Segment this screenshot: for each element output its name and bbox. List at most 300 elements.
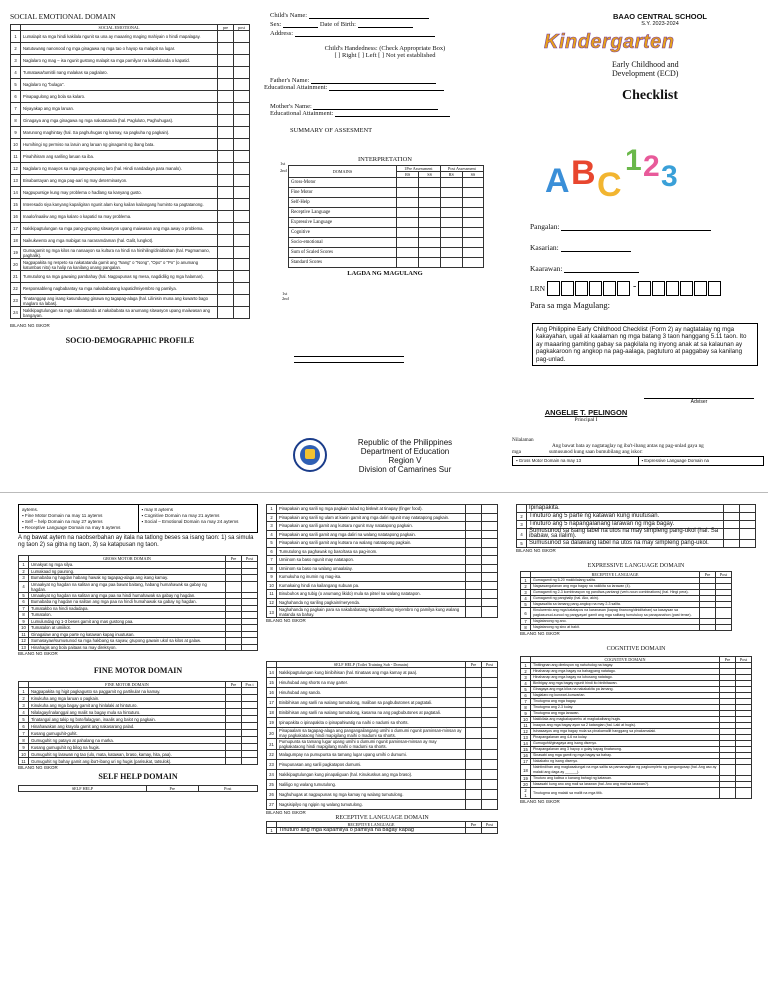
pre-checkbox[interactable] [466,581,482,590]
post-checkbox[interactable] [242,758,258,765]
row-number: 16 [521,753,531,759]
pre-checkbox[interactable] [226,737,242,744]
row-text: Umiinom sa baso ngunit may natatapon. [277,556,466,565]
post-checkbox[interactable] [234,199,250,211]
post-checkbox[interactable] [482,547,498,556]
post-rs-cell[interactable] [440,228,462,238]
mother-edu-field[interactable] [335,111,450,117]
pangalan-label: Pangalan: [530,222,560,231]
row-text: Gumuguhit ng bahay gamit ang iba't-ibang uri ng hugis (parisukat, tatsulok). [29,758,226,765]
post-checkbox[interactable] [740,513,756,521]
summary-title: SUMMARY OF ASSESMENT [290,127,373,134]
post-checkbox[interactable] [482,530,498,539]
principal-name: ANGELIE T. PELINGON [544,408,628,417]
pre-checkbox[interactable] [226,581,242,592]
pre-checkbox[interactable] [466,800,482,810]
post-checkbox[interactable] [736,788,752,799]
post-checkbox[interactable] [234,271,250,283]
row-text: Kinukwento ang mga katatapos na karanasan (kapag tinanong/diniditahan) sa kasaysan sa pagkasunud-sunod ng pangyayari gamit ang mga salitang tumutukoy sa panapanahon (past tense). [531,608,700,619]
pre-checkbox[interactable] [466,708,482,718]
post-rs-cell[interactable] [440,238,462,248]
post-checkbox[interactable] [482,750,498,760]
pre-rs-cell[interactable] [397,208,419,218]
post-checkbox[interactable] [242,709,258,716]
post-checkbox[interactable] [242,744,258,751]
row-text: Umakyat ng mga silya. [29,562,226,569]
fine-post: Pos t [242,682,258,688]
post-checkbox[interactable] [482,708,498,718]
pre-rs-cell[interactable] [397,178,419,188]
self-help-title: SELF HELP DOMAIN [98,772,178,781]
pre-rs-cell[interactable] [397,258,419,268]
pre-checkbox[interactable] [218,55,234,67]
pangalan-field[interactable] [561,225,711,231]
pre-checkbox[interactable] [218,151,234,163]
pre-checkbox[interactable] [226,644,242,651]
post-checkbox[interactable] [242,716,258,723]
lagda-title: LAGDA NG MAGULANG [347,270,423,277]
row-number: 25 [267,780,277,790]
pre-checkbox[interactable] [218,295,234,307]
pre-checkbox[interactable] [720,765,736,776]
pre-checkbox[interactable] [218,235,234,247]
post-checkbox[interactable] [234,223,250,235]
post-checkbox[interactable] [482,513,498,522]
row-number: 3 [19,575,29,582]
pre-rs-cell[interactable] [397,218,419,228]
lrn-digit-box[interactable] [547,281,560,296]
pre-checkbox[interactable] [218,115,234,127]
row-text: Pinapakain ang sarili gamit ang kutsara ngunit may natatapong pagkain. [277,522,466,531]
row-text: Binabantayan ang mga pag-aari ng may determinasyon. [21,175,218,187]
pre-checkbox[interactable] [466,522,482,531]
kaarawan-field[interactable] [564,267,639,273]
pre-checkbox[interactable] [466,790,482,800]
table-row [11,307,250,319]
post-checkbox[interactable] [740,540,756,548]
post-checkbox[interactable] [736,765,752,776]
post-checkbox[interactable] [482,564,498,573]
post-checkbox[interactable] [482,790,498,800]
kasarian-label: Kasarian: [530,243,559,252]
row-text: Ginagaya ang mga ginagawa ng mga nakatatanda (hal. Pagluluto, Paghuhugas). [21,115,218,127]
lrn-digit-box[interactable] [575,281,588,296]
pre-checkbox[interactable] [466,728,482,739]
pre-ss-cell[interactable] [419,208,440,218]
row-number: 14 [11,187,21,199]
pre-checkbox[interactable] [226,730,242,737]
toilet-head: SELF HELP (Toilet Training Sub - Domain) [277,662,466,668]
post-checkbox[interactable] [482,688,498,698]
row-text: Inaalo/inaaliw ang mga kalaro o kapatid na may problema. [21,211,218,223]
pre-checkbox[interactable] [466,598,482,607]
post-checkbox[interactable] [482,698,498,708]
post-checkbox[interactable] [234,43,250,55]
post-rs-cell[interactable] [440,178,462,188]
nilalaman-section: Nilalaman Ang bawat bata ay nagtataglay ng iba't-ibang antas ng pag-unlad gaya ng mga sumusunod kung saan bumubilang ang iskor: ▪ Gross Motor Domain na may 13 ▪ Expressive Language Domain na [512,437,764,466]
pre-checkbox[interactable] [218,187,234,199]
pre-checkbox[interactable] [466,590,482,599]
sex-field[interactable] [283,22,318,28]
post-rs-cell[interactable] [440,188,462,198]
pre-checkbox[interactable] [724,529,740,540]
pre-checkbox[interactable] [466,780,482,790]
list-item: ▪ Self – help Domain na may 27 aytems [22,519,103,524]
pre-ss-cell[interactable] [419,198,440,208]
pre-checkbox[interactable] [724,505,740,513]
expr-title: EXPRESSIVE LANGUAGE DOMAIN [587,563,685,569]
table-row [267,718,498,728]
lrn-digit-box[interactable] [603,281,616,296]
row-text: Hinuhubad ang sando. [277,688,466,698]
row-number: 8 [521,705,531,711]
post-checkbox[interactable] [234,67,250,79]
pre-checkbox[interactable] [218,43,234,55]
row-number: 1 [521,663,531,669]
post-rs-cell[interactable] [440,258,462,268]
post-checkbox[interactable] [242,695,258,702]
post-checkbox[interactable] [242,702,258,709]
lrn-digit-box[interactable] [666,281,679,296]
row-number: 7 [521,619,531,625]
post-checkbox[interactable] [482,760,498,770]
post-ss-cell[interactable] [462,178,483,188]
pre-checkbox[interactable] [218,139,234,151]
self-post: Post [198,786,257,792]
pre-checkbox[interactable] [724,513,740,521]
pre-checkbox[interactable] [724,521,740,529]
father-label: Father's Name: [270,77,310,84]
lrn-digit-box[interactable] [561,281,574,296]
post-checkbox[interactable] [482,556,498,565]
pre-checkbox[interactable] [218,247,234,259]
pre-rs-cell[interactable] [397,188,419,198]
row-number: 2 [517,513,527,521]
pre-checkbox[interactable] [218,91,234,103]
row-number: 4 [521,681,531,687]
post-checkbox[interactable] [242,737,258,744]
father-edu-field[interactable] [329,85,444,91]
lrn-digit-box[interactable] [694,281,707,296]
table-row [11,175,250,187]
social-emotional-title: SOCIAL EMOTIONAL DOMAIN [10,12,116,21]
row-text: Binibihisan ang sarili na walang tumutulong, maliban sa pagbubutones at pagtatali. [277,698,466,708]
lrn-digit-box[interactable] [652,281,665,296]
post-checkbox[interactable] [234,115,250,127]
pre-checkbox[interactable] [218,271,234,283]
post-checkbox[interactable] [716,625,732,631]
post-checkbox[interactable] [234,175,250,187]
lrn-digit-box[interactable] [589,281,602,296]
pre-checkbox[interactable] [218,199,234,211]
row-number: 6 [521,693,531,699]
post-ss-cell[interactable] [462,248,483,258]
pre-checkbox[interactable] [466,539,482,548]
lrn-digit-box[interactable] [638,281,651,296]
nilalaman-mga: mga [512,449,521,455]
post-checkbox[interactable] [234,79,250,91]
pre-checkbox[interactable] [218,163,234,175]
child-name-field[interactable] [309,13,429,19]
pre-checkbox[interactable] [466,547,482,556]
table-row [19,751,258,758]
ss-head-2: SS [462,172,483,178]
lrn-digit-box[interactable] [708,281,721,296]
recep-head: RECEPTIVE LANGUAGE [277,822,466,828]
row-text: Nagtatanong ng sino at bakit. [531,625,700,631]
post-checkbox[interactable] [234,139,250,151]
pre-checkbox[interactable] [226,709,242,716]
post-checkbox[interactable] [242,688,258,695]
row-number: 7 [19,605,29,612]
post-checkbox[interactable] [234,31,250,43]
table-row [267,668,498,678]
post-checkbox[interactable] [234,163,250,175]
row-text: Kusang gumuguhit ng bilog na hugis. [29,744,226,751]
post-checkbox[interactable] [482,770,498,780]
pre-checkbox[interactable] [218,259,234,271]
handedness-options[interactable]: [ ] Right [ ] Left [ ] Not yet established [334,52,436,59]
post-checkbox[interactable] [740,529,756,540]
post-checkbox[interactable] [716,608,732,619]
post-checkbox[interactable] [234,235,250,247]
row-number: 5 [521,602,531,608]
post-ss-cell[interactable] [462,258,483,268]
pre-ss-cell[interactable] [419,228,440,238]
pre-checkbox[interactable] [226,716,242,723]
lrn-boxes[interactable] [547,281,722,296]
child-info-section [264,12,500,301]
table-row [517,505,756,513]
pre-checkbox[interactable] [218,103,234,115]
lagda-line-2[interactable] [294,357,404,363]
expr-iskor: BILANG NG ISKOR [520,631,560,636]
pre-ss-cell[interactable] [419,248,440,258]
table-row [267,530,498,539]
pre-checkbox[interactable] [466,678,482,688]
row-text: Tumutulong sa mga gawaing pambahay (hal. Nagpupunas ng mesa, nagdidilig ng mga halaman). [21,271,218,283]
row-number: 24 [267,770,277,780]
pre-checkbox[interactable] [218,67,234,79]
pre-checkbox[interactable] [218,127,234,139]
post-checkbox[interactable] [234,259,250,271]
row-number: 11 [11,151,21,163]
post-checkbox[interactable] [234,55,250,67]
post-ss-cell[interactable] [462,208,483,218]
pre-rs-cell[interactable] [397,238,419,248]
pre-checkbox[interactable] [466,668,482,678]
post-ss-cell[interactable] [462,238,483,248]
pre-checkbox[interactable] [218,283,234,295]
post-checkbox[interactable] [242,730,258,737]
table-row [267,522,498,531]
post-checkbox[interactable] [482,581,498,590]
row-number: 5 [267,539,277,548]
pre-checkbox[interactable] [466,739,482,750]
pre-checkbox[interactable] [720,788,736,799]
bullet-item: Cognitive Domain na may 21 aytems [144,513,220,518]
row-text: Pinapakain ang sarili gamit ang kutsara na walang natatapong pagkain. [277,539,466,548]
post-ss-cell[interactable] [462,188,483,198]
adviser-line: Adviser [644,398,754,405]
post-rs-cell[interactable] [440,248,462,258]
lrn-digit-box[interactable] [680,281,693,296]
pre-checkbox[interactable] [466,718,482,728]
post-checkbox[interactable] [242,644,258,651]
row-number: 22 [11,283,21,295]
table-row [521,608,732,619]
post-checkbox[interactable] [234,103,250,115]
kasarian-field[interactable] [561,246,631,252]
pre-checkbox[interactable] [466,573,482,582]
pre-checkbox[interactable] [466,556,482,565]
row-text: Gumagamit ng 5-20 makikilalang salita. [531,578,700,584]
dob-field[interactable] [358,22,413,28]
post-checkbox[interactable] [242,751,258,758]
pre-checkbox[interactable] [466,698,482,708]
pre-checkbox[interactable] [700,608,716,619]
pre-checkbox[interactable] [226,702,242,709]
row-text: Pinahihiram ang sariling laruan sa iba. [21,151,218,163]
post-checkbox[interactable] [482,728,498,739]
pre-checkbox[interactable] [226,723,242,730]
social-emotional-table [10,24,250,319]
cog-post: Post [736,657,752,663]
post-ss-cell[interactable] [462,218,483,228]
pre-checkbox[interactable] [724,540,740,548]
pre-checkbox[interactable] [218,211,234,223]
pre-rs-cell[interactable] [397,198,419,208]
recep-pre: Pre [466,822,482,828]
pre-checkbox[interactable] [466,513,482,522]
post-rs-cell[interactable] [440,198,462,208]
post-assess-head: Post Assessment [440,166,483,172]
pre-checkbox[interactable] [218,79,234,91]
pre-checkbox[interactable] [226,695,242,702]
pre-checkbox[interactable] [466,760,482,770]
row-number: 7 [11,103,21,115]
pre-checkbox[interactable] [466,770,482,780]
post-checkbox[interactable] [482,739,498,750]
pre-checkbox[interactable] [218,307,234,319]
cog-pre: Pre [720,657,736,663]
row-text: Lumalapit sa mga hindi kakilala ngunit sa una ay maaaring maging mahiyain o hindi mapalagay. [21,31,218,43]
post-checkbox[interactable] [482,522,498,531]
pre-ss-cell[interactable] [419,238,440,248]
post-checkbox[interactable] [482,668,498,678]
row-text: Pinupunasan ang sarili pagkatapos dumumi. [277,760,466,770]
pre-checkbox[interactable] [466,750,482,760]
pre-rs-cell[interactable] [397,248,419,258]
post-checkbox[interactable] [482,590,498,599]
pre-ss-cell[interactable] [419,218,440,228]
post-checkbox[interactable] [482,718,498,728]
pre-ss-cell[interactable] [419,188,440,198]
pre-checkbox[interactable] [700,625,716,631]
post-ss-cell[interactable] [462,198,483,208]
row-text: Nilalagay/inalanggal ang maliit na bagay mula sa hintuturo. [29,709,226,716]
table-row [267,678,498,688]
table-row [267,698,498,708]
post-checkbox[interactable] [234,307,250,319]
post-rs-cell[interactable] [440,218,462,228]
post-checkbox[interactable] [482,780,498,790]
post-checkbox[interactable] [234,91,250,103]
post-checkbox[interactable] [234,211,250,223]
pre-ss-cell[interactable] [419,178,440,188]
table-row [19,695,258,702]
pre-checkbox[interactable] [226,758,242,765]
row-text: Naghuhugas at nagpupunas ng mga kamay ng walang tumutulong. [277,790,466,800]
post-checkbox[interactable] [234,127,250,139]
row-number: 14 [267,668,277,678]
row-number: 3 [521,675,531,681]
pre-checkbox[interactable] [466,607,482,618]
post-checkbox[interactable] [482,539,498,548]
post-checkbox[interactable] [482,607,498,618]
row-text: Natutuwang nanonood ng mga ginagawa ng mga tao o hayop sa malapit na lugar. [21,43,218,55]
post-checkbox[interactable] [740,521,756,529]
post-checkbox[interactable] [482,800,498,810]
pre-checkbox[interactable] [218,175,234,187]
post-checkbox[interactable] [234,295,250,307]
pre-checkbox[interactable] [466,564,482,573]
post-checkbox[interactable] [242,581,258,592]
kindergarten-logo: Kindergarten [544,31,675,53]
table-row [11,139,250,151]
row-text: Nasasabi kung ano ang mali sa larawan (hal. Ano ang mali sa larawan?). [531,782,720,788]
pre-checkbox[interactable] [218,31,234,43]
address-field[interactable] [295,31,435,37]
post-checkbox[interactable] [482,573,498,582]
pre-checkbox[interactable] [218,223,234,235]
post-checkbox[interactable] [234,151,250,163]
pre-checkbox[interactable] [466,688,482,698]
kaarawan-label: Kaarawan: [530,264,563,273]
table-row [19,737,258,744]
table-row [289,248,484,258]
post-ss-cell[interactable] [462,228,483,238]
table-row [11,247,250,259]
pre-ss-cell[interactable] [419,258,440,268]
pre-checkbox[interactable] [466,530,482,539]
row-number: 8 [11,115,21,127]
pre-checkbox[interactable] [226,744,242,751]
post-checkbox[interactable] [234,247,250,259]
row-text: Naglalaro ng maayos sa mga pang-grupong laro (hal. Hindi nandadaya para manalo). [21,163,218,175]
pre-checkbox[interactable] [226,688,242,695]
post-checkbox[interactable] [242,723,258,730]
table-row [267,708,498,718]
lagda-second: 2nd [282,296,289,301]
self-help-head-table [18,785,258,792]
post-checkbox[interactable] [234,187,250,199]
post-checkbox[interactable] [482,678,498,688]
post-checkbox[interactable] [482,598,498,607]
pre-checkbox[interactable] [226,751,242,758]
table-row [11,115,250,127]
post-checkbox[interactable] [234,283,250,295]
row-text: Naikukwento ang mga mabigat na nararamdaman (hal. Galit, lungkot). [21,235,218,247]
post-rs-cell[interactable] [440,208,462,218]
row-text: Sumasayaw/sumusunod sa mga hakbang sa sayaw, grupong gawain ukol sa kilos at galaw. [29,638,226,645]
lrn-digit-box[interactable] [617,281,630,296]
pre-checkbox[interactable] [466,505,482,514]
pre-rs-cell[interactable] [397,228,419,238]
post-checkbox[interactable] [482,505,498,514]
post-checkbox[interactable] [740,505,756,513]
row-number: 20 [267,728,277,739]
